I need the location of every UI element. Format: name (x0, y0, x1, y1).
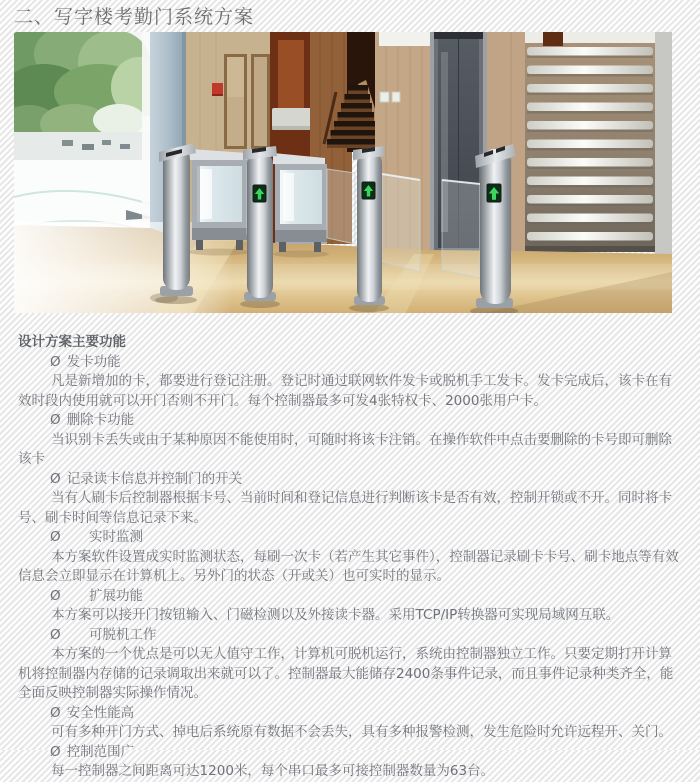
switch-plate (392, 92, 400, 102)
feature-title: 扩展功能 (88, 587, 143, 604)
feature-bullet-issue-card (18, 353, 682, 373)
feature-body: 当识别卡丢失或由于某种原因不能使用时，可随时将该卡注销。在操作软件中点击要删除的卡号即可删除该卡 (18, 431, 673, 467)
feature-title: 实时监测 (88, 529, 143, 545)
feature-body: 可有多种开门方式、掉电后系统原有数据不会丢失，具有多种报警检测，发生危险时允许远程开、关门。 (51, 724, 673, 740)
document-body (0, 333, 700, 782)
feature-title: 控制范围广 (66, 743, 135, 760)
feature-body: 本方案软件设置成实时监测状态，每刷一次卡（若产生其它事件），控制器记录刷卡卡号、刷卡地点等有效信息会立即显示在计算机上。另外门的状态（开或关）也可实时的显示。 (18, 548, 679, 584)
bullet-symbol: Ø (49, 587, 61, 604)
feature-bullet-expansion (18, 587, 682, 607)
bullet-symbol: Ø (49, 704, 61, 721)
feature-bullet-realtime-monitor (18, 528, 682, 548)
green-arrow-indicator (487, 184, 501, 202)
gate-glass-panel (273, 153, 329, 258)
swing-flap (442, 180, 480, 278)
gate-glass-panel (189, 149, 249, 256)
glass-curtain-wall (14, 32, 167, 232)
feature-bullet-offline (18, 626, 682, 646)
bullet-symbol: Ø (49, 412, 61, 428)
feature-title: 发卡功能 (66, 353, 121, 370)
bullet-symbol: Ø (49, 470, 61, 487)
swing-flap (327, 169, 355, 244)
page-title: 二、写字楼考勤门系统方案 (14, 6, 255, 28)
green-arrow-indicator (253, 185, 266, 202)
feature-body: 每一控制器之间距离可达1200米，每个串口最多可接控制器数量为63台。 (51, 763, 495, 779)
feature-body: 本方案可以接开门按钮输入、门磁检测以及外接读卡器。采用TCP/IP转换器可实现局域网互联。 (51, 607, 620, 623)
bullet-symbol: Ø (49, 743, 61, 760)
switch-plate (380, 92, 389, 102)
bullet-symbol: Ø (49, 529, 61, 545)
feature-body: 凡是新增加的卡，都要进行登记注册。登记时通过联网软件发卡或脱机手工发卡。发卡完成后，该卡在有效时段内使用就可以开门否则不开门。每个控制器最多可发4张特权卡、2000张用户卡。 (18, 373, 673, 409)
bullet-symbol: Ø (49, 353, 61, 370)
swing-flap (382, 174, 420, 272)
slat-feature-wall (525, 32, 655, 252)
lobby-photo (14, 32, 672, 313)
feature-bullet-security (18, 704, 682, 724)
feature-bullet-range (18, 743, 682, 763)
green-arrow-indicator (362, 182, 375, 199)
bullet-symbol: Ø (49, 626, 61, 643)
feature-body: 本方案的一个优点是可以无人值守工作，计算机可脱机运行，系统由控制器独立工作。只要定期打开计算机将控制器内存储的记录调取出来就可以了。控制器最大能储存2400条事件记录，而且事件记录种类齐全，能全面反映控制器实际操作情况。 (18, 646, 674, 701)
feature-bullet-delete-card (18, 411, 682, 431)
section-heading: 设计方案主要功能 (18, 334, 126, 350)
feature-title: 删除卡功能 (66, 412, 135, 428)
feature-title: 可脱机工作 (88, 626, 157, 643)
feature-body: 当有人刷卡后控制器根据卡号、当前时间和登记信息进行判断该卡是否有效，控制开锁或不开。同时将卡号、刷卡时间等信息记录下来。 (18, 490, 673, 526)
wall-edge (655, 32, 672, 257)
feature-title: 安全性能高 (66, 704, 135, 721)
feature-title: 记录读卡信息并控制门的开关 (66, 470, 243, 487)
feature-bullet-record-control (18, 470, 682, 490)
